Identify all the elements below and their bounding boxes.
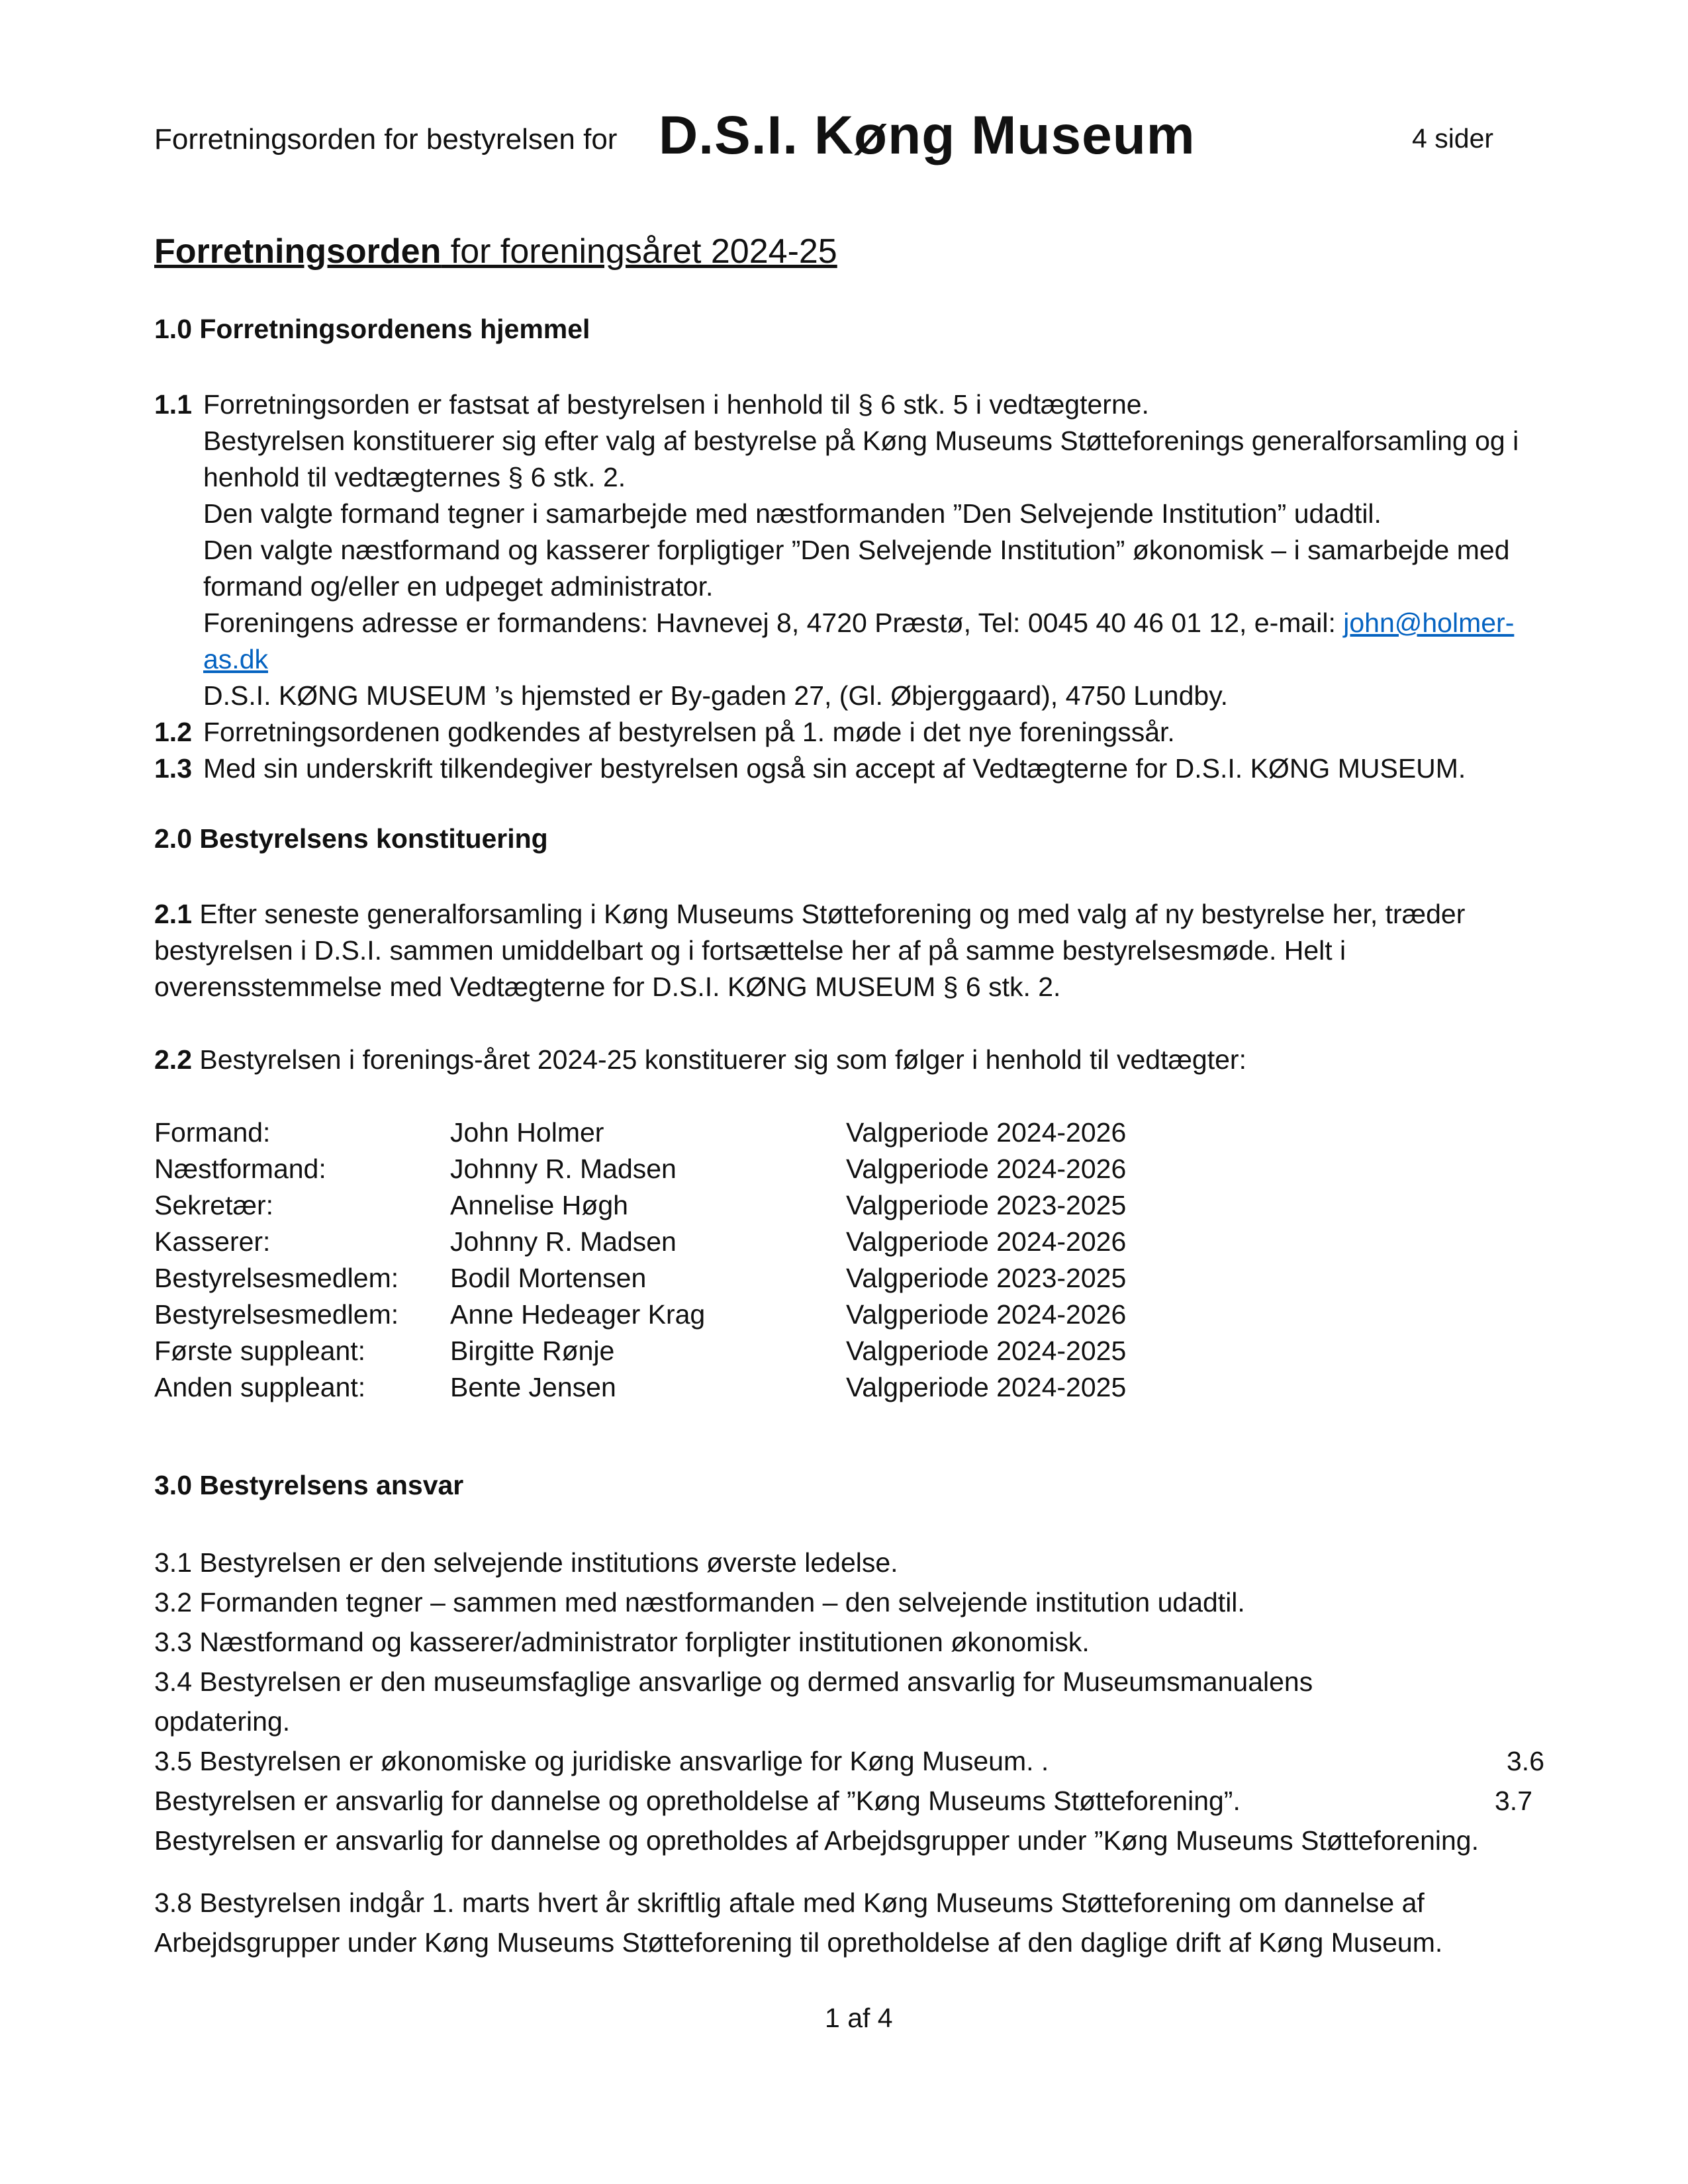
para-3-6: Bestyrelsen er ansvarlig for dannelse og opretholdelse af ”Køng Museums Støtteforening”. [154, 1786, 1241, 1816]
member-role: Bestyrelsesmedlem: [154, 1263, 399, 1293]
member-period: Valgperiode 2024-2026 [846, 1299, 1127, 1330]
para-1-3: Med sin underskrift tilkendegiver bestyrelsen også sin accept af Vedtægterne for D.S.I. KØNG MUSEUM. [203, 753, 1466, 784]
para-3-4-line-2: opdatering. [154, 1706, 291, 1737]
email-link[interactable]: john@holmer- [1343, 608, 1515, 638]
member-role: Bestyrelsesmedlem: [154, 1299, 399, 1330]
section-heading-2: 2.0 Bestyrelsens konstituering [154, 823, 548, 854]
para-3-8-line-2: Arbejdsgrupper under Køng Museums Støtteforening til opretholdelse af den daglige drift af Køng Museum. [154, 1927, 1443, 1958]
para-3-1: 3.1 Bestyrelsen er den selvejende institutions øverste ledelse. [154, 1547, 898, 1578]
member-period: Valgperiode 2023-2025 [846, 1263, 1127, 1293]
para-2-2-text: Bestyrelsen i forenings-året 2024-25 konstituerer sig som følger i henhold til vedtægter: [192, 1044, 1246, 1075]
para-number-1-3: 1.3 [154, 753, 192, 784]
member-name: Johnny R. Madsen [450, 1226, 677, 1257]
member-name: Johnny R. Madsen [450, 1154, 677, 1184]
para-3-4-line-1: 3.4 Bestyrelsen er den museumsfaglige ansvarlige og dermed ansvarlig for Museumsmanualens [154, 1666, 1313, 1697]
para-1-1-line-8: D.S.I. KØNG MUSEUM ’s hjemsted er By-gaden 27, (Gl. Øbjerggaard), 4750 Lundby. [203, 680, 1229, 711]
para-1-1-line-3: henhold til vedtægternes § 6 stk. 2. [203, 462, 626, 492]
para-2-1-line-2: bestyrelsen i D.S.I. sammen umiddelbart og i fortsættelse her af på samme bestyrelsesmøde. Helt i [154, 935, 1346, 966]
member-role: Formand: [154, 1117, 271, 1148]
para-1-1-line-7 [203, 605, 1514, 641]
para-3-7: Bestyrelsen er ansvarlig for dannelse og opretholdes af Arbejdsgrupper under ”Køng Museums Støtteforening. [154, 1825, 1479, 1856]
member-period: Valgperiode 2023-2025 [846, 1190, 1127, 1220]
para-3-5: 3.5 Bestyrelsen er økonomiske og juridiske ansvarlige for Køng Museum. . [154, 1746, 1049, 1776]
member-name: Anne Hedeager Krag [450, 1299, 706, 1330]
member-name: Annelise Høgh [450, 1190, 628, 1220]
para-number-3-6: 3.6 [1507, 1746, 1544, 1776]
para-number-1-1: 1.1 [154, 389, 192, 420]
para-1-2: Forretningsordenen godkendes af bestyrelsen på 1. møde i det nye foreningssår. [203, 717, 1175, 747]
email-link-continued[interactable]: as.dk [203, 644, 268, 674]
para-2-1-text: Efter seneste generalforsamling i Køng Museums Støtteforening og med valg af ny bestyrelse her, træder [192, 899, 1466, 929]
address-text: Foreningens adresse er formandens: Havnevej 8, 4720 Præstø, Tel: 0045 40 46 01 12, e-mail: [203, 608, 1344, 638]
header-page-count: 4 sider [1412, 123, 1494, 154]
member-name: John Holmer [450, 1117, 604, 1148]
header-subtitle: Forretningsorden for bestyrelsen for [154, 123, 618, 156]
member-name: Bodil Mortensen [450, 1263, 647, 1293]
para-1-1-line-1: Forretningsorden er fastsat af bestyrelsen i henhold til § 6 stk. 5 i vedtægterne. [203, 389, 1149, 420]
page-number: 1 af 4 [825, 2003, 893, 2033]
member-period: Valgperiode 2024-2026 [846, 1154, 1127, 1184]
member-role: Kasserer: [154, 1226, 271, 1257]
member-period: Valgperiode 2024-2025 [846, 1372, 1127, 1402]
para-number-1-2: 1.2 [154, 717, 192, 747]
para-1-1-line-6: formand og/eller en udpeget administrator. [203, 571, 714, 602]
member-name: Bente Jensen [450, 1372, 616, 1402]
para-2-1-line-3: overensstemmelse med Vedtægterne for D.S.I. KØNG MUSEUM § 6 stk. 2. [154, 972, 1061, 1002]
para-number-2-2: 2.2 [154, 1044, 192, 1075]
para-3-3: 3.3 Næstformand og kasserer/administrator forpligter institutionen økonomisk. [154, 1627, 1090, 1657]
para-number-3-7: 3.7 [1495, 1786, 1532, 1816]
document-title-rest: for foreningsåret 2024-25 [441, 232, 837, 271]
para-3-8-line-1: 3.8 Bestyrelsen indgår 1. marts hvert år skriftlig aftale med Køng Museums Støtteforening om dannelse af [154, 1888, 1425, 1918]
section-heading-3: 3.0 Bestyrelsens ansvar [154, 1470, 464, 1500]
member-period: Valgperiode 2024-2025 [846, 1336, 1127, 1366]
member-period: Valgperiode 2024-2026 [846, 1226, 1127, 1257]
member-role: Første suppleant: [154, 1336, 366, 1366]
section-heading-1: 1.0 Forretningsordenens hjemmel [154, 314, 590, 344]
para-2-1-line-1 [154, 896, 1465, 933]
para-1-1-line-5: Den valgte næstformand og kasserer forpligtiger ”Den Selvejende Institution” økonomisk – i samarbejde med [203, 535, 1510, 565]
para-1-1-line-2: Bestyrelsen konstituerer sig efter valg af bestyrelse på Køng Museums Støtteforenings generalforsamling og i [203, 426, 1519, 456]
para-1-1-line-4: Den valgte formand tegner i samarbejde med næstformanden ”Den Selvejende Institution” udadtil. [203, 498, 1382, 529]
member-role: Anden suppleant: [154, 1372, 366, 1402]
document-title-bold: Forretningsorden [154, 232, 442, 271]
member-role: Næstformand: [154, 1154, 326, 1184]
para-2-2 [154, 1042, 1246, 1078]
document-title [154, 232, 837, 271]
member-name: Birgitte Rønje [450, 1336, 615, 1366]
para-number-2-1: 2.1 [154, 899, 192, 929]
member-role: Sekretær: [154, 1190, 273, 1220]
member-period: Valgperiode 2024-2026 [846, 1117, 1127, 1148]
header-title: D.S.I. Køng Museum [659, 105, 1196, 165]
para-3-2: 3.2 Formanden tegner – sammen med næstformanden – den selvejende institution udadtil. [154, 1587, 1245, 1617]
